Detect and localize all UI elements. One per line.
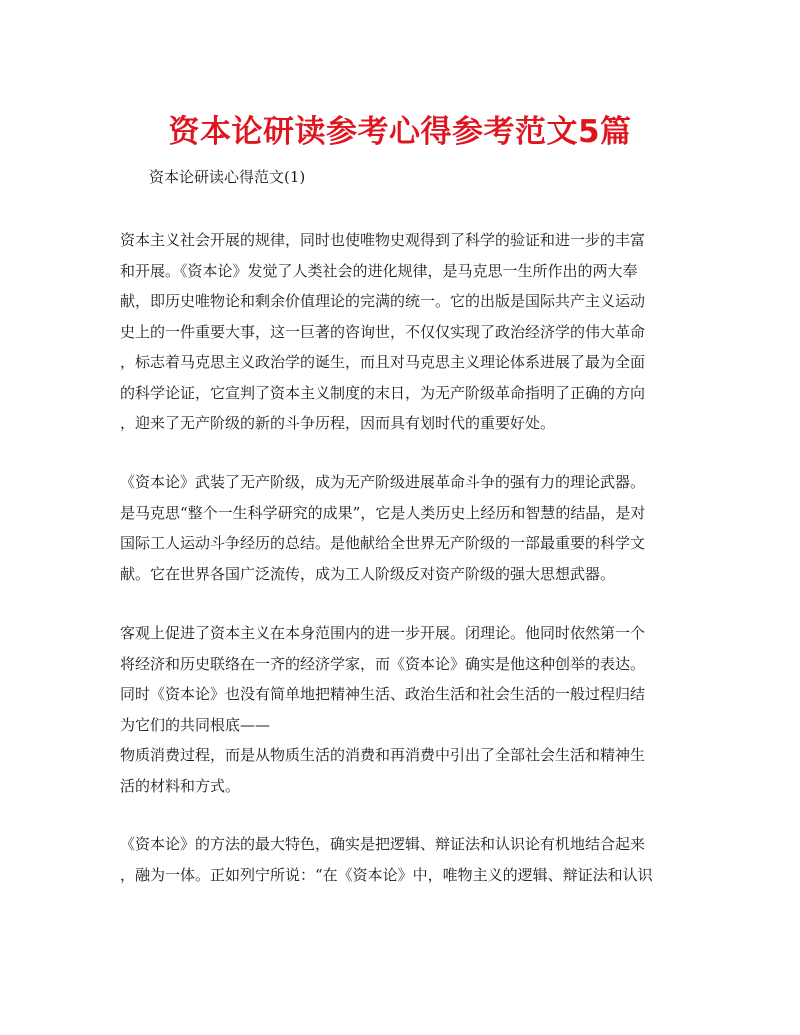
text-line: 为它们的共同根底—— xyxy=(120,715,271,734)
text-line: 《资本论》武装了无产阶级，成为无产阶级进展革命斗争的强有力的理论武器。 xyxy=(120,473,646,491)
paragraph-4 xyxy=(120,829,685,890)
text-line: 国际工人运动斗争经历的总结。是他献给全世界无产阶级的一部最重要的科学文 xyxy=(120,534,646,552)
paragraph-2 xyxy=(120,467,685,589)
text-line: 和开展。《资本论》发觉了人类社会的进化规律，是马克思一生所作出的两大奉 xyxy=(120,261,638,280)
text-line: ，迎来了无产阶级的新的斗争历程，因而具有划时代的重要好处。 xyxy=(120,414,556,432)
text-line: 活的材料和方式。 xyxy=(120,776,241,795)
text-line: 献，即历史唯物论和剩余价值理论的完满的统一。它的出版是国际共产主义运动 xyxy=(120,292,646,310)
paragraph-3 xyxy=(120,618,685,801)
page-title: 资本论研读参考心得参考范文5篇 xyxy=(168,114,632,150)
text-line: 《资本论》的方法的最大特色，确实是把逻辑、辩证法和认识论有机地结合起来 xyxy=(120,835,646,853)
text-line: 资本主义社会开展的规律，同时也使唯物史观得到了科学的验证和进一步的丰富 xyxy=(120,231,646,249)
text-line: ，标志着马克思主义政治学的诞生，而且对马克思主义理论体系进展了最为全面 xyxy=(120,353,646,371)
text-line: 是马克思“整个一生科学研究的成果”，它是人类历史上经历和智慧的结晶，是对 xyxy=(120,503,646,522)
text-line: 同时《资本论》也没有简单地把精神生活、政治生活和社会生活的一般过程归结 xyxy=(120,685,646,703)
text-line: 物质消费过程，而是从物质生活的消费和再消费中引出了全部社会生活和精神生 xyxy=(120,746,646,764)
text-line: 献。它在世界各国广泛流传，成为工人阶级反对资产阶级的强大思想武器。 xyxy=(120,564,616,583)
text-line: ，融为一体。正如列宁所说：“在《资本论》中，唯物主义的逻辑、辩证法和认识 xyxy=(120,865,653,884)
section-subtitle: 资本论研读心得范文(1) xyxy=(149,168,306,186)
text-line: 将经济和历史联络在一齐的经济学家，而《资本论》确实是他这种创举的表达。 xyxy=(120,654,646,673)
text-line: 史上的一件重要大事，这一巨著的咨询世，不仅仅实现了政治经济学的伟大革命 xyxy=(120,322,646,341)
text-line: 客观上促进了资本主义在本身范围内的进一步开展。闭理论。他同时依然第一个 xyxy=(120,624,646,642)
text-line: 的科学论证，它宣判了资本主义制度的末日，为无产阶级革命指明了正确的方向 xyxy=(120,383,646,402)
paragraph-1 xyxy=(120,225,685,439)
